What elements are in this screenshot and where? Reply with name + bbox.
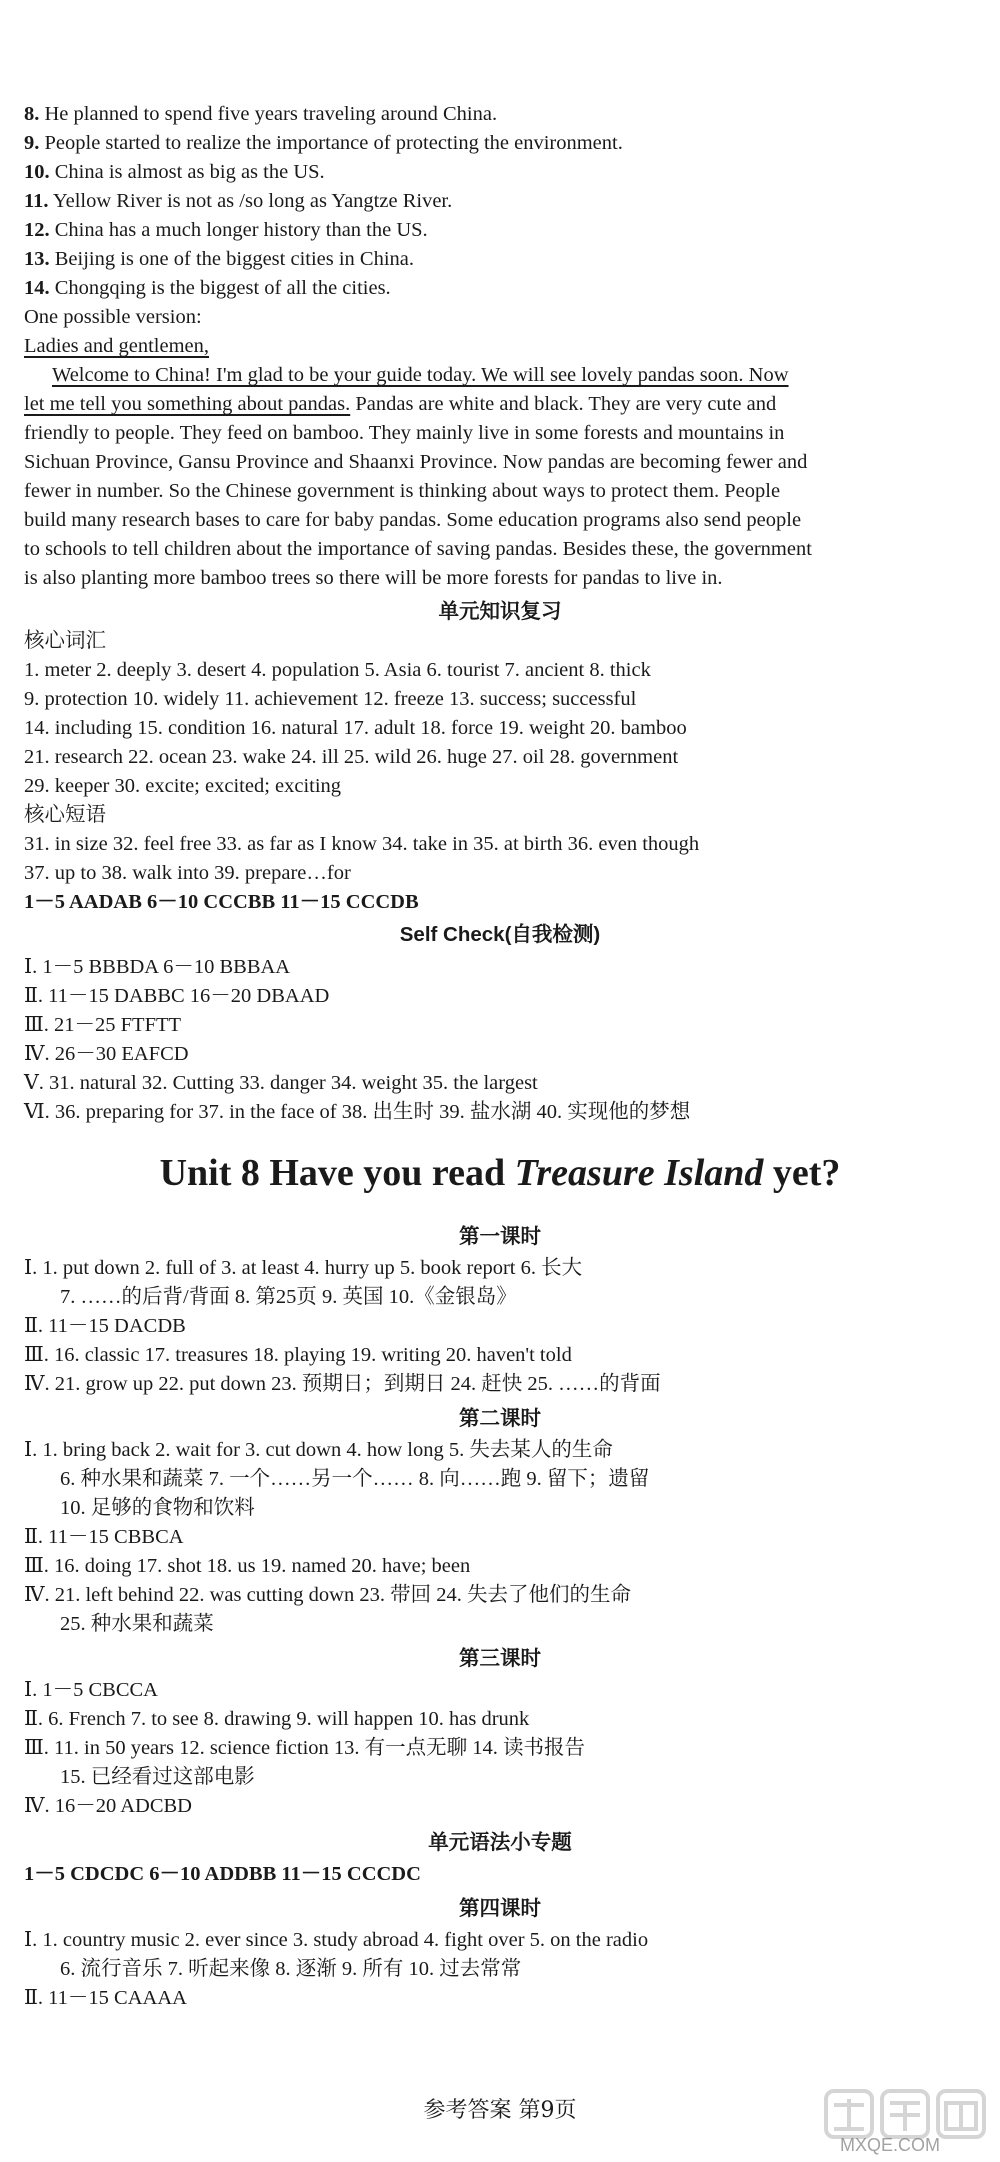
version-label: One possible version: xyxy=(24,306,202,328)
lesson2-line: 6. 种水果和蔬菜 7. 一个……另一个…… 8. 向……跑 9. 留下；遗留 xyxy=(60,1468,650,1490)
lesson3-line: Ⅲ. 11. in 50 years 12. science fiction 13. 有一点无聊 14. 读书报告 xyxy=(24,1737,586,1759)
sentence-12: 12. China has a much longer history than the US. xyxy=(24,219,428,241)
unit-heading: Unit 8 Have you read Treasure Island yet? xyxy=(159,1152,841,1194)
essay-line-4: Sichuan Province, Gansu Province and Shaanxi Province. Now pandas are becoming fewer and xyxy=(24,451,808,473)
sentence-14: 14. Chongqing is the biggest of all the cities. xyxy=(24,277,391,299)
lesson3-line: Ⅰ. 1－5 CBCCA xyxy=(24,1679,158,1701)
section-title-review: 单元知识复习 xyxy=(438,599,562,623)
lesson4-line: Ⅱ. 11－15 CAAAA xyxy=(24,1987,187,2009)
essay-line-7: to schools to tell children about the importance of saving pandas. Besides these, the government xyxy=(24,538,812,560)
sentence-9: 9. People started to realize the importance of protecting the environment. xyxy=(24,132,623,154)
vocab-line: 14. including 15. condition 16. natural 17. adult 18. force 19. weight 20. bamboo xyxy=(24,717,687,739)
page-footer: 参考答案 第9页 xyxy=(423,2098,577,2123)
lesson4-line: Ⅰ. 1. country music 2. ever since 3. study abroad 4. fight over 5. on the radio xyxy=(24,1929,649,1951)
essay-greeting: Ladies and gentlemen, xyxy=(24,335,210,357)
essay-line-8: is also planting more bamboo trees so there will be more forests for pandas to live in. xyxy=(24,567,723,589)
phrase-answers: 1－5 AADAB 6－10 CCCBB 11－15 CCCDB xyxy=(24,891,419,913)
self-check-line: Ⅵ. 36. preparing for 37. in the face of 38. 出生时 39. 盐水湖 40. 实现他的梦想 xyxy=(24,1101,691,1123)
essay-line-1: Welcome to China! I'm glad to be your guide today. We will see lovely pandas soon. Now xyxy=(52,364,789,386)
self-check-line: Ⅳ. 26－30 EAFCD xyxy=(24,1043,189,1065)
lesson3-line: Ⅳ. 16－20 ADCBD xyxy=(24,1795,192,1817)
lesson3-line: Ⅱ. 6. French 7. to see 8. drawing 9. will happen 10. has drunk xyxy=(24,1708,530,1730)
lesson1-line: 7. ……的后背/背面 8. 第25页 9. 英国 10.《金银岛》 xyxy=(60,1286,517,1308)
section-title-lesson-2: 第二课时 xyxy=(459,1406,541,1430)
sentence-10: 10. China is almost as big as the US. xyxy=(24,161,325,183)
self-check-line: Ⅴ. 31. natural 32. Cutting 33. danger 34. weight 35. the largest xyxy=(24,1072,538,1094)
phrase-line: 37. up to 38. walk into 39. prepare…for xyxy=(24,862,351,884)
vocab-label: 核心词汇 xyxy=(24,629,106,652)
lesson1-line: Ⅰ. 1. put down 2. full of 3. at least 4. hurry up 5. book report 6. 长大 xyxy=(24,1257,583,1279)
sentence-11: 11. Yellow River is not as /so long as Yangtze River. xyxy=(24,190,453,212)
lesson3-line: 15. 已经看过这部电影 xyxy=(60,1766,255,1788)
essay-line-3: friendly to people. They feed on bamboo. They mainly live in some forests and mountains in xyxy=(24,422,785,444)
lesson2-line: Ⅳ. 21. left behind 22. was cutting down 23. 带回 24. 失去了他们的生命 xyxy=(24,1584,631,1606)
phrase-label: 核心短语 xyxy=(24,803,106,826)
essay-line-5: fewer in number. So the Chinese government is thinking about ways to protect them. People xyxy=(24,480,781,502)
watermark-text: MXQE.COM xyxy=(840,2135,941,2155)
lesson2-line: Ⅰ. 1. bring back 2. wait for 3. cut down 4. how long 5. 失去某人的生命 xyxy=(24,1439,613,1461)
vocab-line: 29. keeper 30. excite; excited; exciting xyxy=(24,775,342,797)
lesson1-line: Ⅱ. 11－15 DACDB xyxy=(24,1315,186,1337)
lesson2-line: 25. 种水果和蔬菜 xyxy=(60,1613,214,1635)
lesson1-line: Ⅳ. 21. grow up 22. put down 23. 预期日；到期日 24. 赶快 25. ……的背面 xyxy=(24,1373,661,1395)
grammar-answers: 1－5 CDCDC 6－10 ADDBB 11－15 CCCDC xyxy=(24,1863,421,1885)
vocab-line: 9. protection 10. widely 11. achievement 12. freeze 13. success; successful xyxy=(24,688,637,710)
self-check-line: Ⅲ. 21－25 FTFTT xyxy=(24,1014,182,1036)
section-title-lesson-4: 第四课时 xyxy=(459,1896,541,1920)
sentence-13: 13. Beijing is one of the biggest cities in China. xyxy=(24,248,415,270)
essay-line-6: build many research bases to care for baby pandas. Some education programs also send people xyxy=(24,509,802,531)
section-title-grammar: 单元语法小专题 xyxy=(428,1830,572,1854)
essay-line-2: let me tell you something about pandas. Pandas are white and black. They are very cute and xyxy=(24,393,777,415)
vocab-line: 1. meter 2. deeply 3. desert 4. population 5. Asia 6. tourist 7. ancient 8. thick xyxy=(24,659,651,681)
section-title-lesson-3: 第三课时 xyxy=(459,1646,541,1670)
lesson4-line: 6. 流行音乐 7. 听起来像 8. 逐渐 9. 所有 10. 过去常常 xyxy=(60,1958,522,1980)
section-title-self-check: Self Check(自我检测) xyxy=(399,923,601,946)
self-check-line: Ⅱ. 11－15 DABBC 16－20 DBAAD xyxy=(24,985,330,1007)
phrase-line: 31. in size 32. feel free 33. as far as I know 34. take in 35. at birth 36. even though xyxy=(24,833,700,855)
section-title-lesson-1: 第一课时 xyxy=(459,1224,541,1248)
lesson2-line: Ⅲ. 16. doing 17. shot 18. us 19. named 20. have; been xyxy=(24,1555,471,1577)
self-check-line: Ⅰ. 1－5 BBBDA 6－10 BBBAA xyxy=(24,956,291,978)
lesson1-line: Ⅲ. 16. classic 17. treasures 18. playing 19. writing 20. haven't told xyxy=(24,1344,572,1366)
lesson2-line: 10. 足够的食物和饮料 xyxy=(60,1497,255,1519)
lesson2-line: Ⅱ. 11－15 CBBCA xyxy=(24,1526,184,1548)
vocab-line: 21. research 22. ocean 23. wake 24. ill 25. wild 26. huge 27. oil 28. government xyxy=(24,746,679,768)
sentence-8: 8. He planned to spend five years traveling around China. xyxy=(24,103,498,125)
